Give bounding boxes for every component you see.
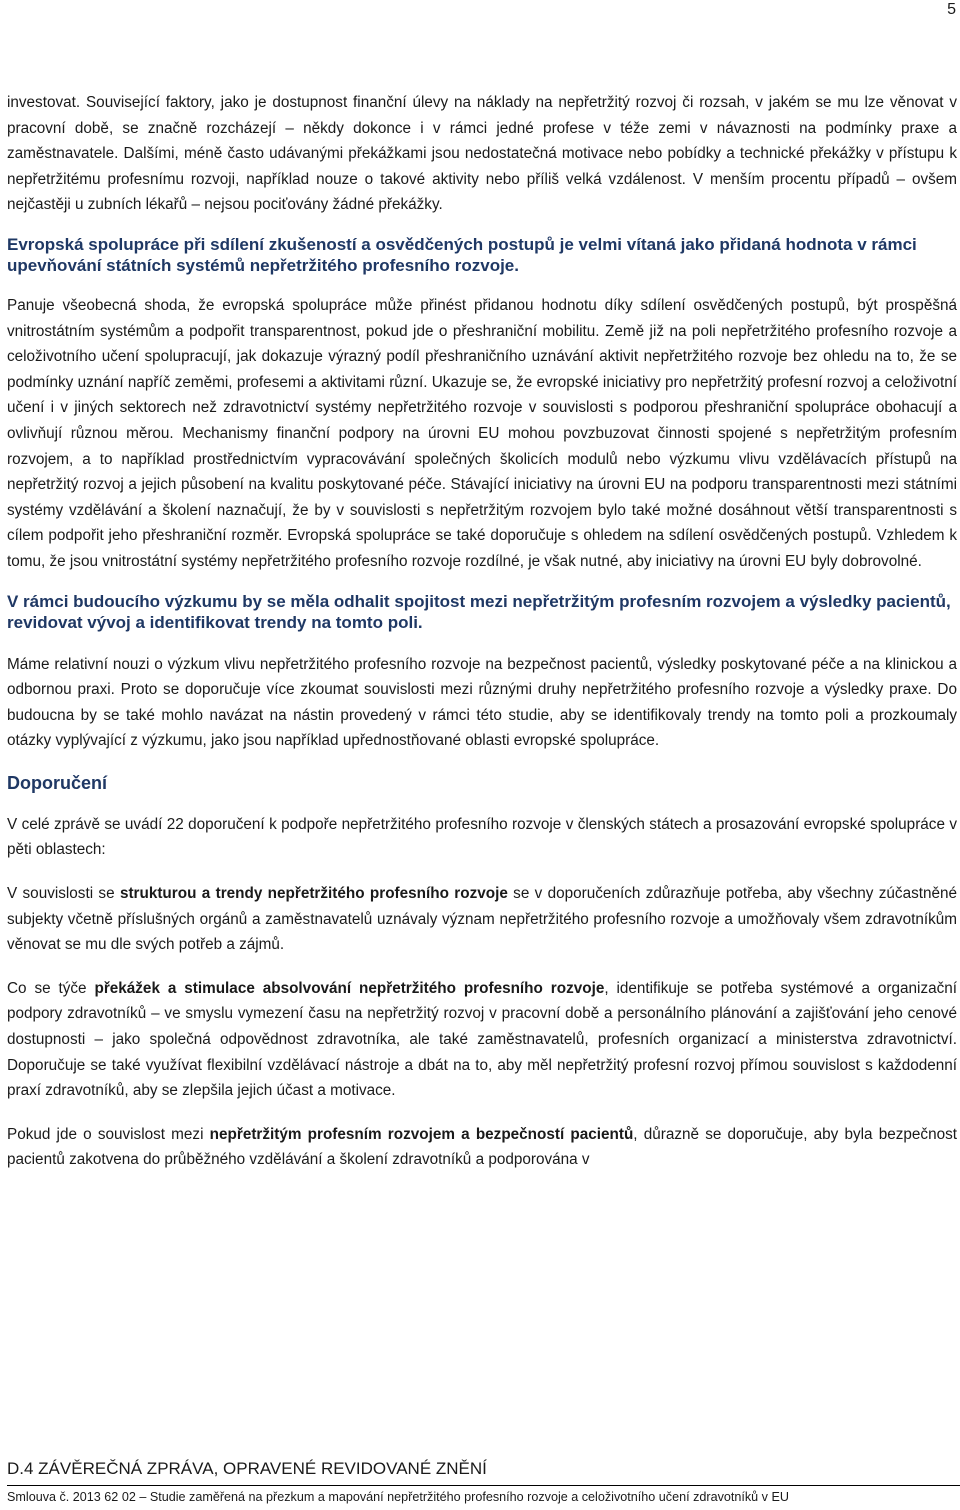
footer-title: D.4 ZÁVĚREČNÁ ZPRÁVA, OPRAVENÉ REVIDOVANÉ ZNĚNÍ bbox=[7, 1459, 487, 1478]
paragraph-barriers-stimulation bbox=[7, 976, 957, 1104]
bold-text: nepřetržitým profesním rozvojem a bezpečností pacientů bbox=[209, 1125, 634, 1143]
text: Co se týče bbox=[7, 979, 95, 997]
text: Pokud jde o souvislost mezi bbox=[7, 1125, 210, 1143]
page-number: 5 bbox=[947, 1, 956, 18]
heading-european-cooperation: Evropská spolupráce při sdílení zkušeností a osvědčených postupů je velmi vítaná jako přidaná hodnota v rámci upevňování státních systémů nepřetržitého profesního rozvoje. bbox=[7, 234, 917, 276]
paragraph-barriers: investovat. Související faktory, jako je dostupnost finanční úlevy na náklady na nepřetržitý rozvoj či rozsah, v jakém se mu lze věnovat v pracovní době, se značně rozcházejí – někdy dokonce i v rámci jedné profese v téže zemi v návaznosti na podmínky praxe a zaměstnavatele. Dalšími, méně často udávanými překážkami jsou nedostatečná motivace nebo pobídky a technické překážky v přístupu k nepřetržitému profesnímu rozvoji, například nouze o takové aktivity nebo příliš velká vzdálenost. V menším procentu případů – ovšem nejčastěji u zubních lékařů – nejsou pociťovány žádné překážky. bbox=[7, 94, 957, 214]
paragraph-structure-trends bbox=[7, 881, 957, 958]
paragraph-future-research: Máme relativní nouzi o výzkum vlivu nepřetržitého profesního rozvoje na bezpečnost pacientů, výsledky poskytované péče a na klinickou a odbornou praxi. Proto se doporučuje více zkoumat souvislosti mezi různými druhy nepřetržitého profesního rozvoje a výsledky praxe. Do budoucna by se také mohlo navázat na nástin provedený v rámci této studie, aby se identifikovaly trendy na tomto poli a prozkoumaly otázky vyplývající z výzkumu, jako jsou například upřednostňované oblasti evropské spolupráce. bbox=[7, 655, 957, 750]
text: , identifikuje se potřeba systémové a organizační podpory zdravotníků – ve smyslu vymezení času na nepřetržitý rozvoj v pracovní době a personálního plánování a zajišťování jeho cenové dostupnosti – jako společná odpovědnost zdravotníka, ale také zaměstnavatelů, profesních organizací a ministerstva zdravotnictví. Doporučuje se také využívat flexibilní vzdělávací nástroje a dbát na to, aby měl nepřetržitý profesní rozvoj přímou souvislost s každodenní praxí zdravotníků, aby se zlepšila jejich účast a motivace. bbox=[7, 979, 957, 1100]
paragraph-european-cooperation: Panuje všeobecná shoda, že evropská spolupráce může přinést přidanou hodnotu díky sdílení osvědčených postupů, být prospěšná vnitrostátním systémům a podpořit transparentnost, pokud jde o přeshraniční mobilitu. Země již na poli nepřetržitého profesního rozvoje a celoživotního učení spolupracují, jak dokazuje výrazný podíl přeshraničního uznávání aktivit nepřetržitého rozvoje bez ohledu na to, že se podmínky uznání napříč zeměmi, profesemi a aktivitami různí. Ukazuje se, že evropské iniciativy pro nepřetržitý profesní rozvoj a celoživotní učení i v jiných sektorech než zdravotnictví systémy nepřetržitého rozvoje v souvislosti s podporou přeshraniční spolupráce obohacují a ovlivňují různou měrou. Mechanismy finanční podpory na úrovni EU mohou povzbuzovat činnosti spojené s nepřetržitým profesním rozvojem, a to například prostřednictvím vypracovávání společných školicích modulů nebo výzkumu vlivu vzdělávacích přístupů na nepřetržitý rozvoj a jejich působení na kvalitu poskytované péče. Stávající iniciativy na úrovni EU na podporu transparentnosti mezi státními systémy vzdělávání a školení naznačují, že by v souvislosti s nepřetržitým rozvojem bylo také možné dosáhnout větší transparentnosti s cílem podpořit jeho přeshraniční rozměr. Evropská spolupráce se také doporučuje s ohledem na sdílení osvědčených postupů. Vzhledem k tomu, že jsou vnitrostátní systémy nepřetržitého profesního rozvoje rozdílné, je však nutné, aby iniciativy na úrovni EU byly dobrovolné. bbox=[7, 296, 957, 570]
bold-text: překážek a stimulace absolvování nepřetržitého profesního rozvoje bbox=[94, 979, 605, 997]
paragraph-patient-safety bbox=[7, 1122, 957, 1173]
paragraph-recommendations-intro: V celé zprávě se uvádí 22 doporučení k podpoře nepřetržitého profesního rozvoje v členských státech a prosazování evropské spolupráce v pěti oblastech: bbox=[7, 815, 957, 859]
footer-contract: Smlouva č. 2013 62 02 – Studie zaměřená na přezkum a mapování nepřetržitého profesního rozvoje a celoživotního učení zdravotníků v EU bbox=[7, 1490, 789, 1504]
heading-future-research: V rámci budoucího výzkumu by se měla odhalit spojitost mezi nepřetržitým profesním rozvojem a výsledky pacientů, revidovat vývoj a identifikovat trendy na tomto poli. bbox=[7, 591, 951, 632]
footer-divider bbox=[7, 1485, 960, 1486]
text: , důrazně se doporučuje, aby byla bezpečnost pacientů zakotvena do průběžného vzdělávání a školení zdravotníků a podporována v bbox=[7, 1125, 957, 1169]
text: se v doporučeních zdůrazňuje potřeba, aby všechny zúčastněné subjekty včetně příslušných orgánů a zaměstnavatelů uznávaly význam nepřetržitého profesního rozvoje a umožňovaly všem zdravotníkům věnovat se mu dle svých potřeb a zájmů. bbox=[7, 885, 958, 954]
document-body bbox=[7, 90, 957, 1173]
bold-text: strukturou a trendy nepřetržitého profesního rozvoje bbox=[119, 885, 508, 903]
heading-recommendations: Doporučení bbox=[7, 772, 108, 793]
text: V souvislosti se bbox=[7, 885, 120, 903]
